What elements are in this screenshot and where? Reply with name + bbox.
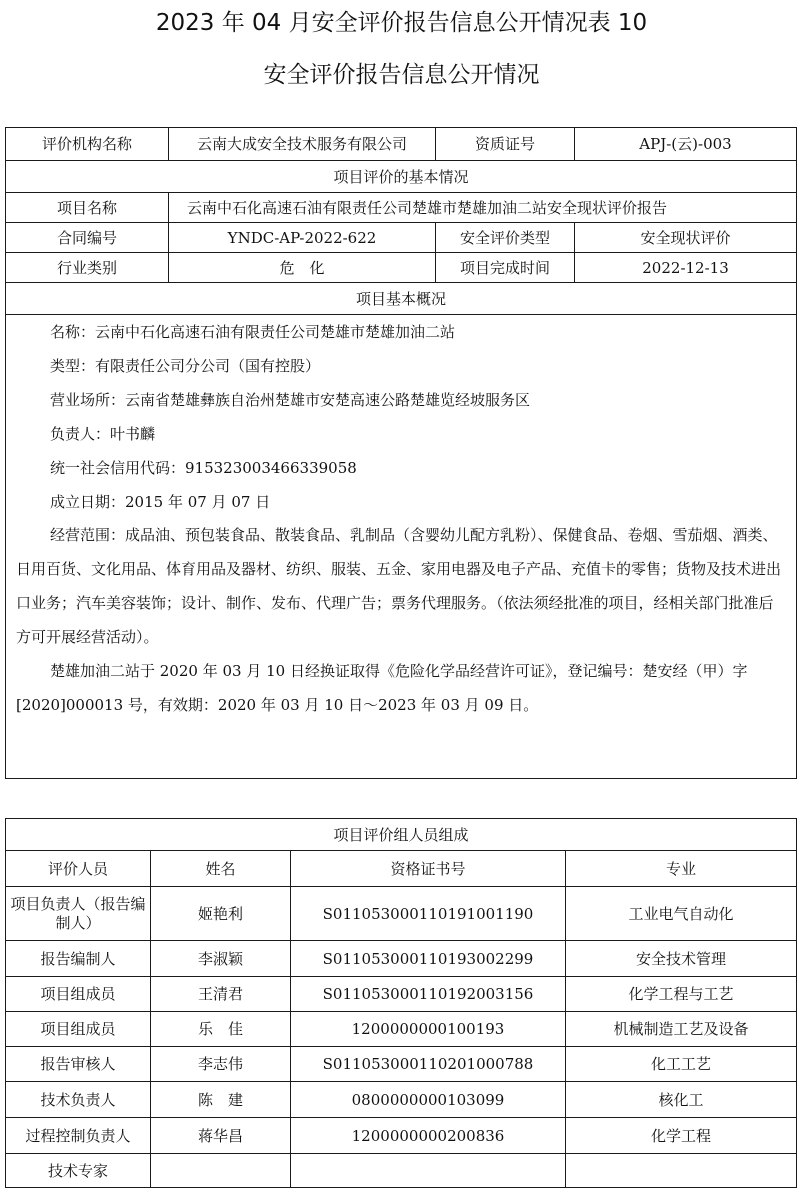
page-subtitle: 安全评价报告信息公开情况 [263,62,540,88]
member-name: 王清君 [151,977,291,1012]
member-name: 陈 建 [151,1082,291,1118]
member-major: 核化工 [566,1082,797,1118]
member-major: 化学工程与工艺 [566,977,797,1012]
member-role: 项目组成员 [6,977,151,1012]
member-major: 化工工艺 [566,1047,797,1082]
basic-info-table [5,127,797,779]
overview-scope: 经营范围：成品油、预包装食品、散装食品、乳制品（含婴幼儿配方乳粉）、保健食品、卷烟、雪茄烟、酒类、日用百货、文化用品、体育用品及器材、纺织、服装、五金、家用电器及电子产品、充值卡的零售；货物及技术进出口业务；汽车美容装饰；设计、制作、发布、代理广告；票务代理服务。（依法须经批准的项目，经相关部门批准后方可开展经营活动）。 [16,526,782,646]
member-major [566,1154,797,1188]
member-role: 技术专家 [6,1154,151,1188]
industry-label: 行业类别 [6,253,169,283]
table-row [6,941,797,977]
col-header-name: 姓名 [151,851,291,887]
team-table [5,818,797,1188]
org-value: 云南大成安全技术服务有限公司 [169,128,436,161]
member-cert: S011053000110193002299 [291,941,566,977]
team-section-heading: 项目评价组人员组成 [6,819,797,851]
member-cert [291,1154,566,1188]
overview-established: 成立日期：2015 年 07 月 07 日 [50,493,271,511]
member-role: 项目负责人（报告编制人） [6,887,151,941]
table-row [6,887,797,941]
table-row [6,1047,797,1082]
overview-text [6,315,796,722]
page-title: 2023 年 04 月安全评价报告信息公开情况表 10 [155,10,648,36]
overview-license: 楚雄加油二站于 2020 年 03 月 10 日经换证取得《危险化学品经营许可证》，登记编号：楚安经（甲）字[2020]000013 号，有效期：2020 年 03 月 10 日～2023 年 03 月 09 日。 [16,662,748,714]
industry-value: 危 化 [169,253,436,283]
basic-section-heading: 项目评价的基本情况 [6,161,797,193]
col-header-role: 评价人员 [6,851,151,887]
overview-credit: 统一社会信用代码：915323003466339058 [50,459,357,477]
member-cert: S011053000110192003156 [291,977,566,1012]
overview-person: 负责人：叶书麟 [50,425,156,443]
contract-value: YNDC-AP-2022-622 [169,223,436,253]
member-role: 技术负责人 [6,1082,151,1118]
member-role: 报告审核人 [6,1047,151,1082]
member-cert: 0800000000103099 [291,1082,566,1118]
member-name [151,1154,291,1188]
table-row [6,1012,797,1047]
table-row [6,1118,797,1154]
member-name: 蒋华昌 [151,1118,291,1154]
contract-label: 合同编号 [6,223,169,253]
overview-address: 营业场所：云南省楚雄彝族自治州楚雄市安楚高速公路楚雄览经坡服务区 [50,391,531,409]
member-major: 机械制造工艺及设备 [566,1012,797,1047]
member-role: 过程控制负责人 [6,1118,151,1154]
member-cert: S011053000110201000788 [291,1047,566,1082]
finish-label: 项目完成时间 [436,253,575,283]
org-label: 评价机构名称 [6,128,169,161]
table-row [6,977,797,1012]
member-major: 安全技术管理 [566,941,797,977]
member-role: 报告编制人 [6,941,151,977]
member-cert: 1200000000100193 [291,1012,566,1047]
member-cert: S011053000110191001190 [291,887,566,941]
table-row [6,1082,797,1118]
team-header-row [6,851,797,887]
table-row [6,1154,797,1188]
cert-label: 资质证号 [436,128,575,161]
member-role: 项目组成员 [6,1012,151,1047]
member-major: 化学工程 [566,1118,797,1154]
member-major: 工业电气自动化 [566,887,797,941]
project-name-value: 云南中石化高速石油有限责任公司楚雄市楚雄加油二站安全现状评价报告 [169,193,797,223]
cert-value: APJ-(云)-003 [575,128,797,161]
finish-value: 2022-12-13 [575,253,797,283]
member-name: 乐 佳 [151,1012,291,1047]
overview-section-heading: 项目基本概况 [6,283,797,315]
member-cert: 1200000000200836 [291,1118,566,1154]
overview-type: 类型：有限责任公司分公司（国有控股） [50,357,321,375]
col-header-major: 专业 [566,851,797,887]
overview-name: 名称：云南中石化高速石油有限责任公司楚雄市楚雄加油二站 [50,323,456,341]
member-name: 姬艳利 [151,887,291,941]
eval-type-label: 安全评价类型 [436,223,575,253]
eval-type-value: 安全现状评价 [575,223,797,253]
col-header-cert: 资格证书号 [291,851,566,887]
project-name-label: 项目名称 [6,193,169,223]
overview-cell [6,315,797,779]
member-name: 李志伟 [151,1047,291,1082]
member-name: 李淑颖 [151,941,291,977]
